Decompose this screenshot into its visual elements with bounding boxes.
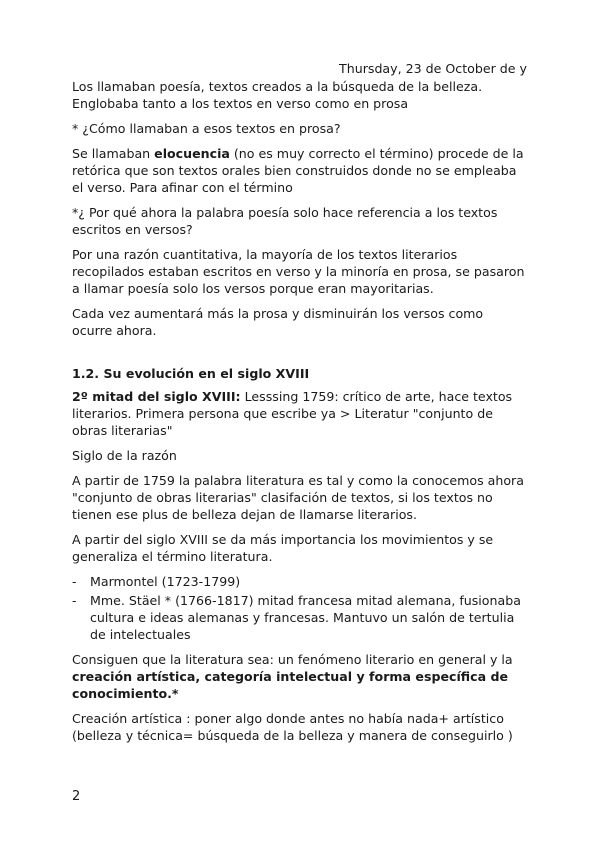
section-heading: 1.2. Su evolución en el siglo XVIII <box>72 366 310 381</box>
author-list <box>72 573 527 643</box>
question-poesia: *¿ Por qué ahora la palabra poesía solo hace referencia a los textos escritos en versos? <box>72 205 498 237</box>
paragraph-lessing <box>72 388 527 439</box>
list-item: - Mme. Stäel * (1766-1817) mitad francesa mitad alemana, fusionaba cultura e ideas alemanas y francesas. Mantuvo un salón de tertulia de intelectuales <box>72 592 527 643</box>
paragraph-text: Lesssing 1759: crítico de arte, hace textos literarios. Primera persona que escribe ya > Literatur "conjunto de obras literarias" <box>72 389 513 438</box>
paragraph-poesia: Los llamaban poesía, textos creados a la búsqueda de la belleza. Englobaba tanto a los textos en verso como en prosa <box>72 79 483 111</box>
paragraph-text: Se llamaban <box>72 146 155 161</box>
question-prosa: * ¿Cómo llamaban a esos textos en prosa? <box>72 121 341 136</box>
paragraph-1759: A partir de 1759 la palabra literatura es tal y como la conocemos ahora "conjunto de obras literarias" clasifación de textos, si los textos no tienen ese plus de belleza dejan de llamarse literarios. <box>72 473 524 522</box>
bold-term: creación artística, categoría intelectual y forma específica de conocimiento.* <box>72 669 509 701</box>
paragraph-text: Consiguen que la literatura sea: un fenómeno literario en general y la <box>72 652 513 667</box>
paragraph-creacion: Creación artística : poner algo donde antes no había nada+ artístico (belleza y técnica= búsqueda de la belleza y manera de conseguirlo ) <box>72 711 513 743</box>
document-body <box>72 78 527 752</box>
paragraph-text: (no es muy correcto el término) procede de la retórica que son textos orales bien construidos donde no se empleaba el verso. Para afinar con el término <box>72 146 524 195</box>
paragraph-movimientos: A partir del siglo XVIII se da más importancia los movimientos y se generaliza el término literatura. <box>72 532 494 564</box>
paragraph-siglo-razon: Siglo de la razón <box>72 448 177 463</box>
bold-term: elocuencia <box>154 146 230 161</box>
paragraph-razon: Por una razón cuantitativa, la mayoría de los textos literarios recopilados estaban escritos en verso y la minoría en prosa, se pasaron a llamar poesía solo los versos porque eran mayoritarias. <box>72 247 525 296</box>
paragraph-prosa: Cada vez aumentará más la prosa y disminuirán los versos como ocurre ahora. <box>72 306 484 338</box>
page-number: 2 <box>72 789 81 804</box>
list-item: - Marmontel (1723-1799) <box>72 573 527 590</box>
paragraph-elocuencia <box>72 145 527 196</box>
bold-term: 2º mitad del siglo XVIII: <box>72 389 241 404</box>
paragraph-consiguen <box>72 651 527 702</box>
header-date: Thursday, 23 de October de y <box>339 61 527 76</box>
